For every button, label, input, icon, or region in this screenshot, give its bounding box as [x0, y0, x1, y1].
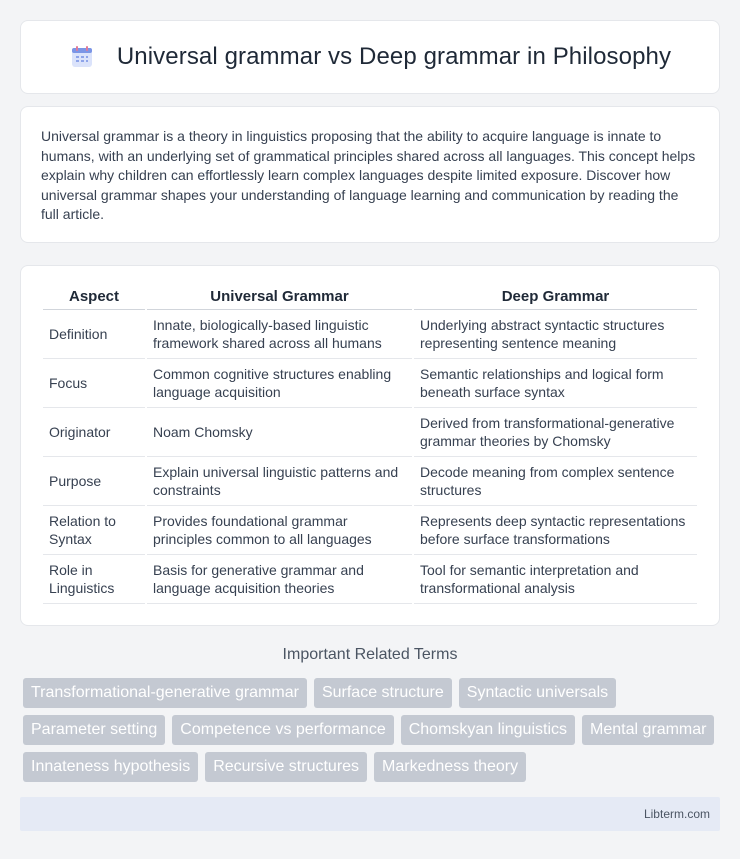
intro-card [20, 106, 720, 243]
related-term-tag[interactable]: Markedness theory [374, 752, 526, 782]
footer-brand-link[interactable]: Libterm.com [643, 807, 710, 821]
related-term-tag[interactable]: Surface structure [314, 678, 452, 708]
related-term-tag[interactable]: Syntactic universals [459, 678, 616, 708]
row-aspect: Role in Linguistics [43, 555, 145, 604]
related-term-tag[interactable]: Transformational-generative grammar [23, 678, 307, 708]
related-term-tag[interactable]: Recursive structures [205, 752, 367, 782]
row-deep: Derived from transformational-generative grammar theories by Chomsky [414, 408, 697, 457]
intro-text: Universal grammar is a theory in linguistics proposing that the ability to acquire language is innate to humans, with an underlying set of grammatical principles shared across all languages. This concept helps explain why children can effortlessly learn complex languages despite limited exposure. Discover how universal grammar shapes your understanding of language learning and communication by reading the full article. [41, 128, 696, 223]
row-deep: Underlying abstract syntactic structures representing sentence meaning [414, 310, 697, 359]
table-header-row [43, 286, 697, 310]
table-row [43, 408, 697, 457]
row-universal: Provides foundational grammar principles common to all languages [147, 506, 412, 555]
table-row [43, 359, 697, 408]
row-aspect: Focus [43, 359, 145, 408]
related-term-tag[interactable]: Innateness hypothesis [23, 752, 198, 782]
row-aspect: Originator [43, 408, 145, 457]
row-universal: Basis for generative grammar and language acquisition theories [147, 555, 412, 604]
related-term-tag[interactable]: Mental grammar [582, 715, 714, 745]
footer [20, 797, 720, 831]
header-aspect: Aspect [43, 286, 145, 310]
header-deep-grammar: Deep Grammar [414, 286, 697, 310]
title-card [20, 20, 720, 94]
comparison-table [41, 286, 699, 604]
related-term-tag[interactable]: Parameter setting [23, 715, 165, 745]
row-deep: Tool for semantic interpretation and transformational analysis [414, 555, 697, 604]
table-row [43, 310, 697, 359]
row-aspect: Purpose [43, 457, 145, 506]
row-deep: Semantic relationships and logical form beneath surface syntax [414, 359, 697, 408]
row-aspect: Relation to Syntax [43, 506, 145, 555]
comparison-table-card [20, 265, 720, 626]
row-deep: Represents deep syntactic representations before surface transformations [414, 506, 697, 555]
document-calendar-icon [69, 44, 95, 70]
related-terms-list [20, 678, 720, 782]
row-aspect: Definition [43, 310, 145, 359]
related-term-tag[interactable]: Chomskyan linguistics [401, 715, 575, 745]
related-terms-title: Important Related Terms [282, 646, 458, 663]
page-title: Universal grammar vs Deep grammar in Philosophy [116, 43, 672, 70]
related-term-tag[interactable]: Competence vs performance [172, 715, 393, 745]
row-universal: Explain universal linguistic patterns and constraints [147, 457, 412, 506]
table-row [43, 555, 697, 604]
row-universal: Common cognitive structures enabling language acquisition [147, 359, 412, 408]
row-universal: Noam Chomsky [147, 408, 412, 457]
row-deep: Decode meaning from complex sentence structures [414, 457, 697, 506]
header-universal-grammar: Universal Grammar [147, 286, 412, 310]
row-universal: Innate, biologically-based linguistic framework shared across all humans [147, 310, 412, 359]
table-row [43, 506, 697, 555]
table-row [43, 457, 697, 506]
